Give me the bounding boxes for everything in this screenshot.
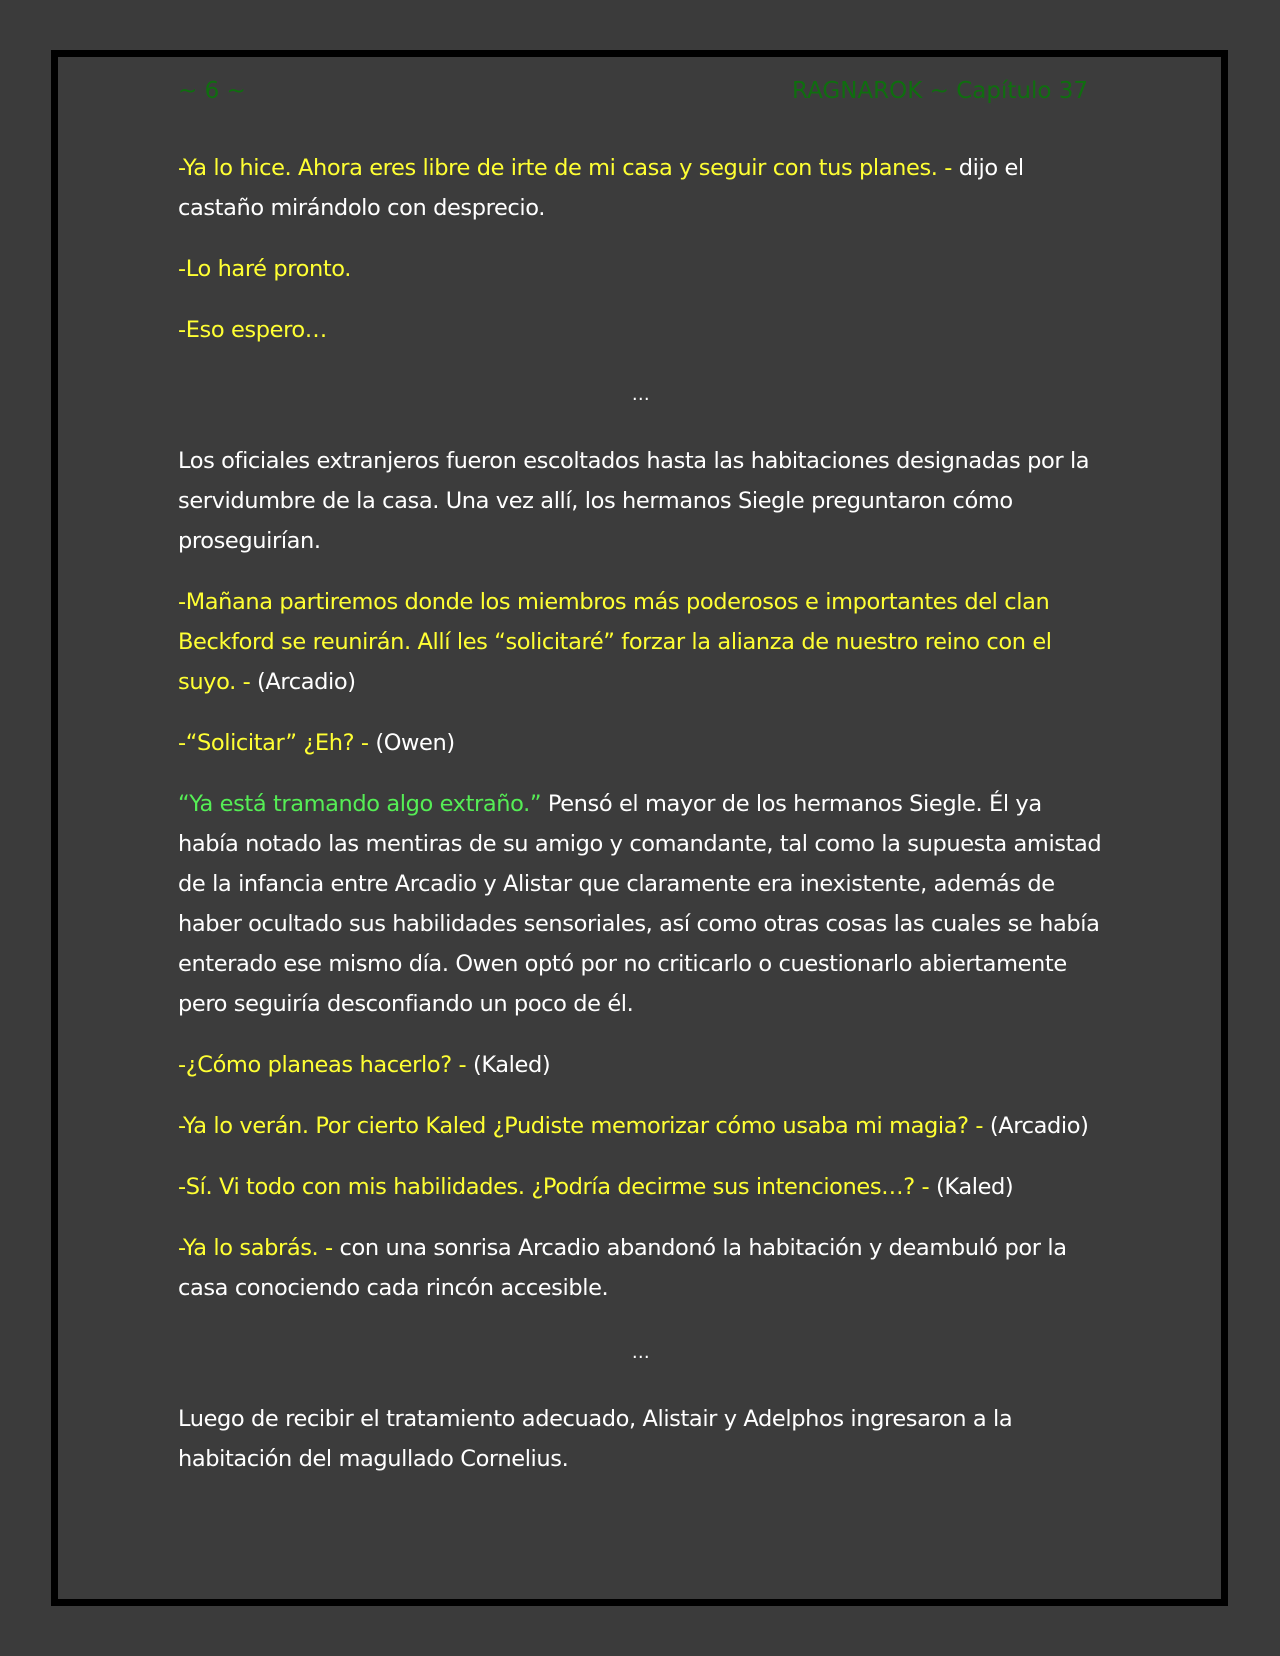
paragraph: [178, 148, 1103, 228]
dialogue: -Mañana partiremos donde los miembros más poderosos e importantes del clan Beckford se reunirán. Allí les “solicitaré” forzar la alianza de nuestro reino con el suyo. -: [178, 589, 1052, 695]
thought: “Ya está tramando algo extraño.”: [178, 791, 542, 817]
narration: con una sonrisa Arcadio abandonó la habitación y deambuló por la casa conociendo cada rincón accesible.: [178, 1235, 1067, 1301]
paragraph: [178, 1045, 1103, 1085]
dialogue: -Lo haré pronto.: [178, 256, 351, 282]
paragraph: [178, 723, 1103, 763]
dialogue: -Ya lo hice. Ahora eres libre de irte de mi casa y seguir con tus planes. -: [178, 155, 953, 181]
speaker-tag: (Owen): [368, 730, 455, 756]
paragraph: [178, 1399, 1103, 1479]
dialogue: -Sí. Vi todo con mis habilidades. ¿Podría decirme sus intenciones…? -: [178, 1174, 930, 1200]
paragraph: [178, 441, 1103, 561]
chapter-title: RAGNAROK ~ Capítulo 37: [792, 78, 1088, 104]
paragraph: [178, 784, 1103, 1024]
dialogue: -“Solicitar” ¿Eh? -: [178, 730, 369, 756]
page-number: ~ 6 ~: [178, 78, 246, 104]
narration: Pensó el mayor de los hermanos Siegle. Él ya había notado las mentiras de su amigo y comandante, tal como la supuesta amistad de la infancia entre Arcadio y Alistar que claramente era inexistente, además de haber ocultado sus habilidades sensoriales, así como otras cosas las cuales se había enterado ese mismo día. Owen optó por no criticarlo o cuestionarlo abiertamente pero seguiría desconfiando un poco de él.: [178, 791, 1102, 1017]
paragraph: [178, 1106, 1103, 1146]
paragraph: [178, 1228, 1103, 1308]
narration: dijo el castaño mirándolo con desprecio.: [178, 155, 1024, 221]
story-text: [178, 148, 1103, 1500]
speaker-tag: (Arcadio): [983, 1113, 1089, 1139]
narration: Los oficiales extranjeros fueron escoltados hasta las habitaciones designadas por la servidumbre de la casa. Una vez allí, los hermanos Siegle preguntaron cómo proseguirían.: [178, 448, 1090, 554]
scene-separator: …: [631, 384, 650, 405]
scene-separator: …: [631, 1342, 650, 1363]
speaker-tag: (Kaled): [929, 1174, 1014, 1200]
dialogue: -¿Cómo planeas hacerlo? -: [178, 1052, 467, 1078]
page-header: [178, 78, 1088, 112]
paragraph: [178, 1167, 1103, 1207]
dialogue: -Ya lo sabrás. -: [178, 1235, 333, 1261]
paragraph: [178, 249, 1103, 289]
dialogue: -Ya lo verán. Por cierto Kaled ¿Pudiste memorizar cómo usaba mi magia? -: [178, 1113, 984, 1139]
paragraph: [178, 310, 1103, 350]
speaker-tag: (Arcadio): [250, 669, 356, 695]
paragraph: [178, 582, 1103, 702]
dialogue: -Eso espero…: [178, 317, 327, 343]
speaker-tag: (Kaled): [466, 1052, 551, 1078]
narration: Luego de recibir el tratamiento adecuado, Alistair y Adelphos ingresaron a la habitación del magullado Cornelius.: [178, 1406, 1013, 1472]
